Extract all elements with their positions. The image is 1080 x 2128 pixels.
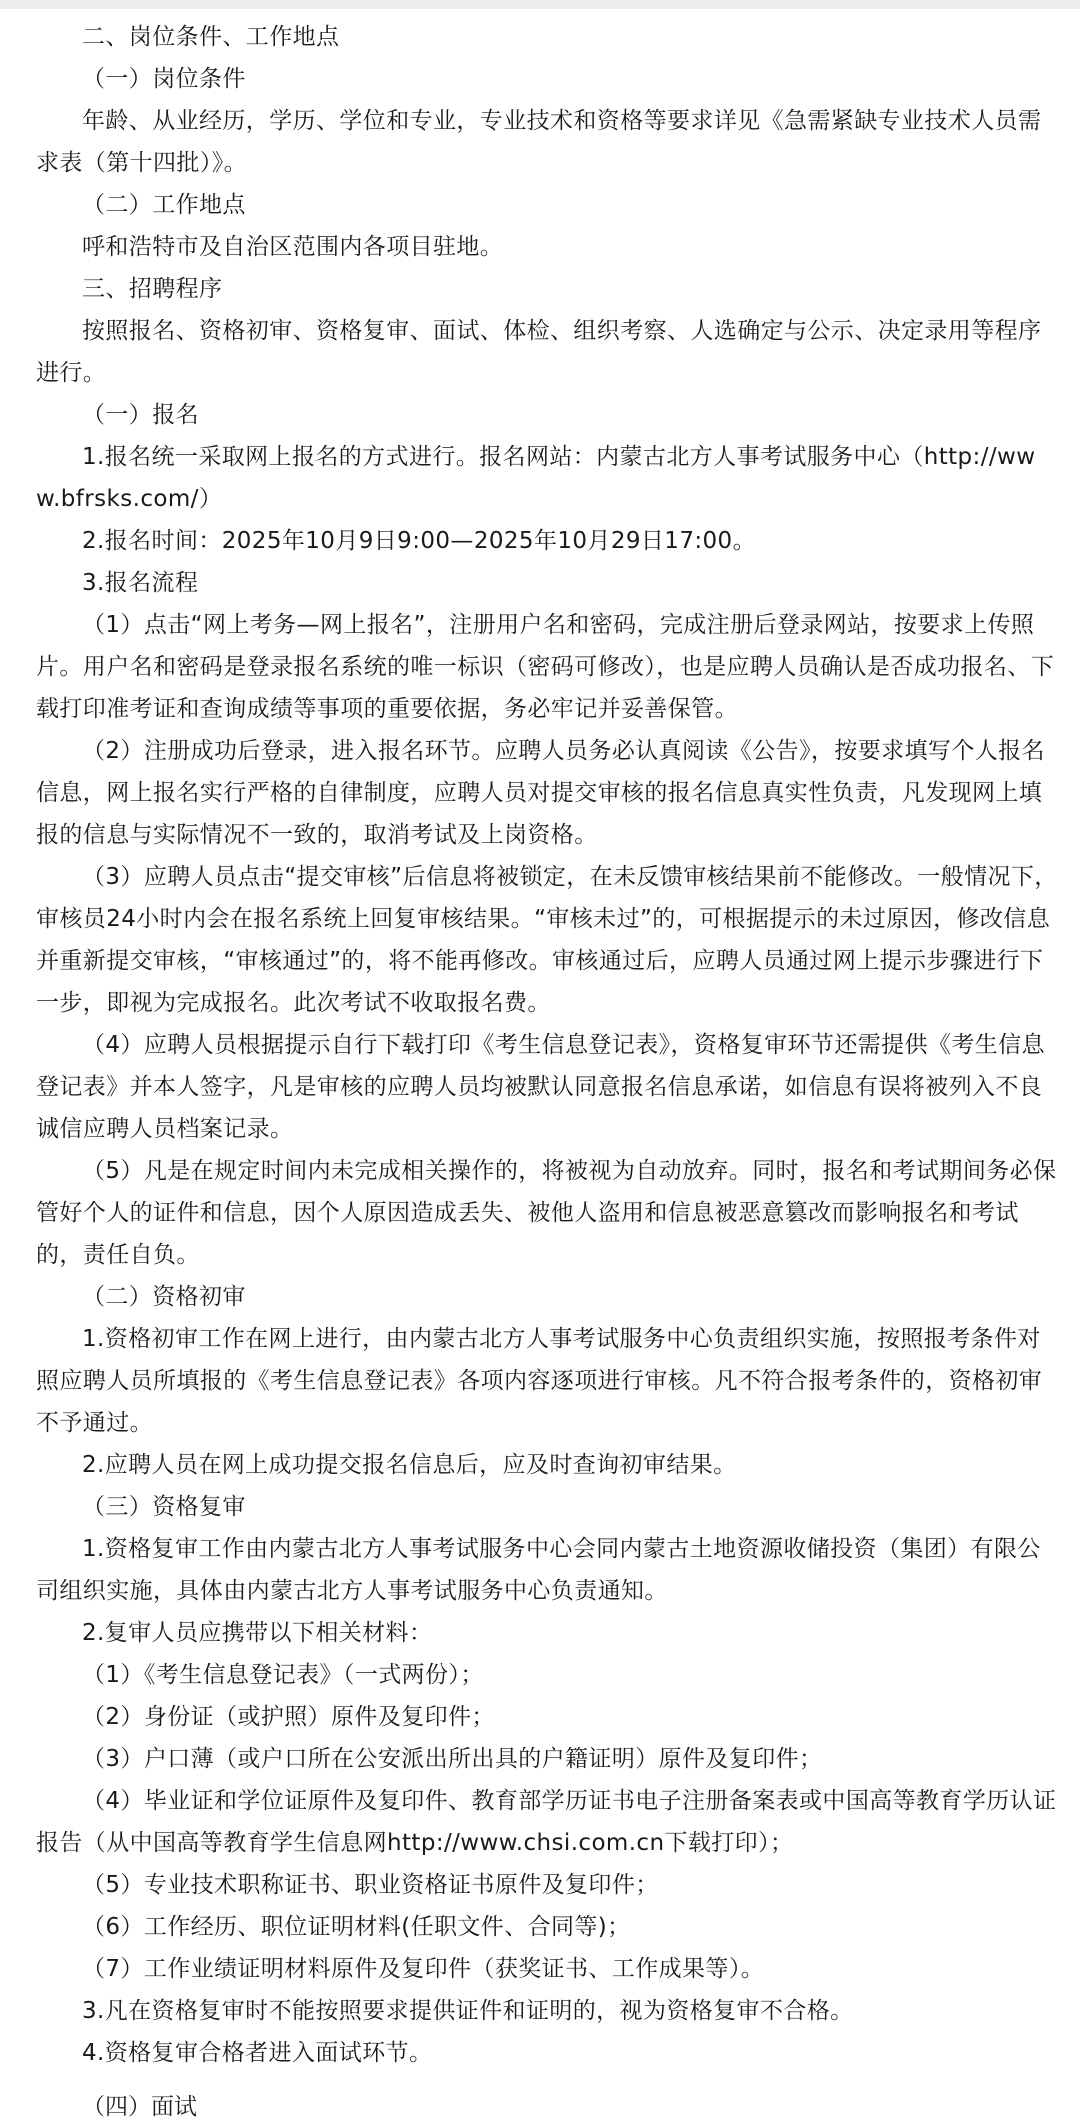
list-item: （3）户口薄（或户口所在公安派出所出具的户籍证明）原件及复印件； (82, 1746, 823, 1772)
list-item: （4）毕业证和学位证原件及复印件、教育部学历证书电子注册备案表或中国高等教育学历认证报告（从中国高等教育学生信息网http://www.chsi.com.cn下载打印）； (36, 1788, 1057, 1856)
paragraph: （5）凡是在规定时间内未完成相关操作的，将被视为自动放弃。同时，报名和考试期间务必保管好个人的证件和信息，因个人原因造成丢失、被他人盗用和信息被恶意篡改而影响报名和考试的，责任自负。 (36, 1158, 1057, 1268)
subsection-heading: （三）资格复审 (82, 1494, 246, 1520)
list-item: （7）工作业绩证明材料原件及复印件（获奖证书、工作成果等）。 (82, 1956, 765, 1982)
paragraph: 1.资格复审工作由内蒙古北方人事考试服务中心会同内蒙古土地资源收储投资（集团）有限公司组织实施，具体由内蒙古北方人事考试服务中心负责通知。 (36, 1536, 1041, 1604)
paragraph: 3.凡在资格复审时不能按照要求提供证件和证明的，视为资格复审不合格。 (82, 1998, 854, 2024)
section-heading: 二、岗位条件、工作地点 (82, 24, 340, 50)
list-item: （6）工作经历、职位证明材料(任职文件、合同等)； (82, 1914, 631, 1940)
subsection-heading: （二）资格初审 (82, 1284, 246, 1310)
paragraph: 2.复审人员应携带以下相关材料： (82, 1620, 433, 1646)
subsection-heading: （二）工作地点 (82, 192, 246, 218)
paragraph: 3.报名流程 (82, 570, 199, 596)
paragraph: 按照报名、资格初审、资格复审、面试、体检、组织考察、人选确定与公示、决定录用等程序进行。 (36, 318, 1042, 386)
document-body (36, 16, 1060, 2074)
paragraph: （4）应聘人员根据提示自行下载打印《考生信息登记表》，资格复审环节还需提供《考生信息登记表》并本人签字，凡是审核的应聘人员均被默认同意报名信息承诺，如信息有误将被列入不良诚信应聘人员档案记录。 (36, 1032, 1045, 1142)
list-item: （2）身份证（或护照）原件及复印件； (82, 1704, 495, 1730)
paragraph: 2.报名时间：2025年10月9日9:00—2025年10月29日17:00。 (82, 528, 756, 554)
list-item: （5）专业技术职称证书、职业资格证书原件及复印件； (82, 1872, 659, 1898)
section-heading: 三、招聘程序 (82, 276, 223, 302)
paragraph: 4.资格复审合格者进入面试环节。 (82, 2040, 433, 2066)
subsection-heading: （四）面试 (82, 2094, 197, 2120)
paragraph: 1.报名统一采取网上报名的方式进行。报名网站：内蒙古北方人事考试服务中心（http://www.bfrsks.com/） (36, 444, 1036, 512)
list-item: （1）《考生信息登记表》（一式两份）； (82, 1662, 484, 1688)
subsection-heading: （一）报名 (82, 402, 199, 428)
paragraph: （2）注册成功后登录，进入报名环节。应聘人员务必认真阅读《公告》，按要求填写个人报名信息，网上报名实行严格的自律制度，应聘人员对提交审核的报名信息真实性负责，凡发现网上填报的信息与实际情况不一致的，取消考试及上岗资格。 (36, 738, 1045, 848)
paragraph: 2.应聘人员在网上成功提交报名信息后，应及时查询初审结果。 (82, 1452, 737, 1478)
paragraph: 年龄、从业经历，学历、学位和专业，专业技术和资格等要求详见《急需紧缺专业技术人员需求表（第十四批）》。 (36, 108, 1042, 176)
paragraph: 呼和浩特市及自治区范围内各项目驻地。 (82, 234, 504, 260)
paragraph: （1）点击“网上考务—网上报名”，注册用户名和密码，完成注册后登录网站，按要求上传照片。用户名和密码是登录报名系统的唯一标识（密码可修改），也是应聘人员确认是否成功报名、下载打印准考证和查询成绩等事项的重要依据，务必牢记并妥善保管。 (36, 612, 1055, 722)
paragraph: （3）应聘人员点击“提交审核”后信息将被锁定，在未反馈审核结果前不能修改。一般情况下，审核员24小时内会在报名系统上回复审核结果。“审核未过”的，可根据提示的未过原因，修改信息并重新提交审核，“审核通过”的，将不能再修改。审核通过后，应聘人员通过网上提示步骤进行下一步，即视为完成报名。此次考试不收取报名费。 (36, 864, 1058, 1016)
cut-off-line (0, 2086, 1080, 2120)
subsection-heading: （一）岗位条件 (82, 66, 246, 92)
paragraph: 1.资格初审工作在网上进行，由内蒙古北方人事考试服务中心负责组织实施，按照报考条件对照应聘人员所填报的《考生信息登记表》各项内容逐项进行审核。凡不符合报考条件的，资格初审不予通过。 (36, 1326, 1043, 1436)
top-strip (0, 0, 1080, 9)
